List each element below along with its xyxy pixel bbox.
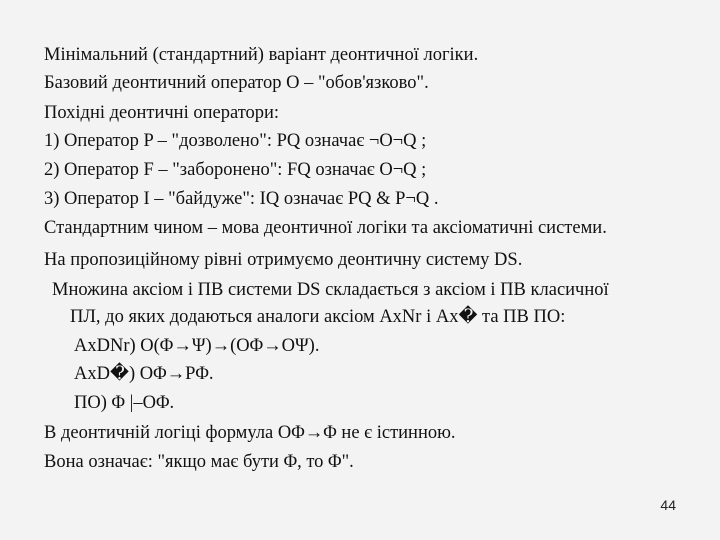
text-line-operator-p: 1) Оператор P – "дозволено": PQ означає ¬O¬Q ;	[44, 131, 427, 151]
text-line-axiom-set: Множина аксіом і ПВ системи DS складається з аксіом і ПВ класичної	[52, 280, 609, 300]
text-line-title: Мінімальний (стандартний) варіант деонтичної логіки.	[44, 45, 479, 65]
text-line-base-operator: Базовий деонтичний оператор O – "обов'язково".	[44, 73, 429, 93]
text-line-propositional-level: На пропозиційному рівні отримуємо деонтичну систему DS.	[44, 250, 523, 270]
page-number: 44	[660, 497, 676, 513]
text-line-axiom-set-continued: ПЛ, до яких додаються аналоги аксіом AxNr і Ax� та ПВ ПO:	[70, 307, 566, 327]
text-line-axiom-dnr: AxDNr) O(Φ→Ψ)→(OΦ→OΨ).	[74, 336, 320, 356]
text-line-formula-meaning: Вона означає: "якщо має бути Φ, то Φ".	[44, 452, 354, 472]
text-line-rule-po: ПO) Φ |–OΦ.	[74, 393, 175, 413]
text-line-derived-operators: Похідні деонтичні оператори:	[44, 103, 280, 123]
text-line-standard-language: Стандартним чином – мова деонтичної логіки та аксіоматичні системи.	[44, 218, 607, 238]
text-line-operator-f: 2) Оператор F – "заборонено": FQ означає O¬Q ;	[44, 160, 427, 180]
text-line-operator-i: 3) Оператор I – "байдуже": IQ означає PQ & P¬Q .	[44, 189, 439, 209]
text-line-axiom-d: AxD�) OΦ→PΦ.	[74, 364, 214, 384]
text-line-formula-not-true: В деонтичній логіці формула OΦ→Φ не є істинною.	[44, 423, 456, 443]
